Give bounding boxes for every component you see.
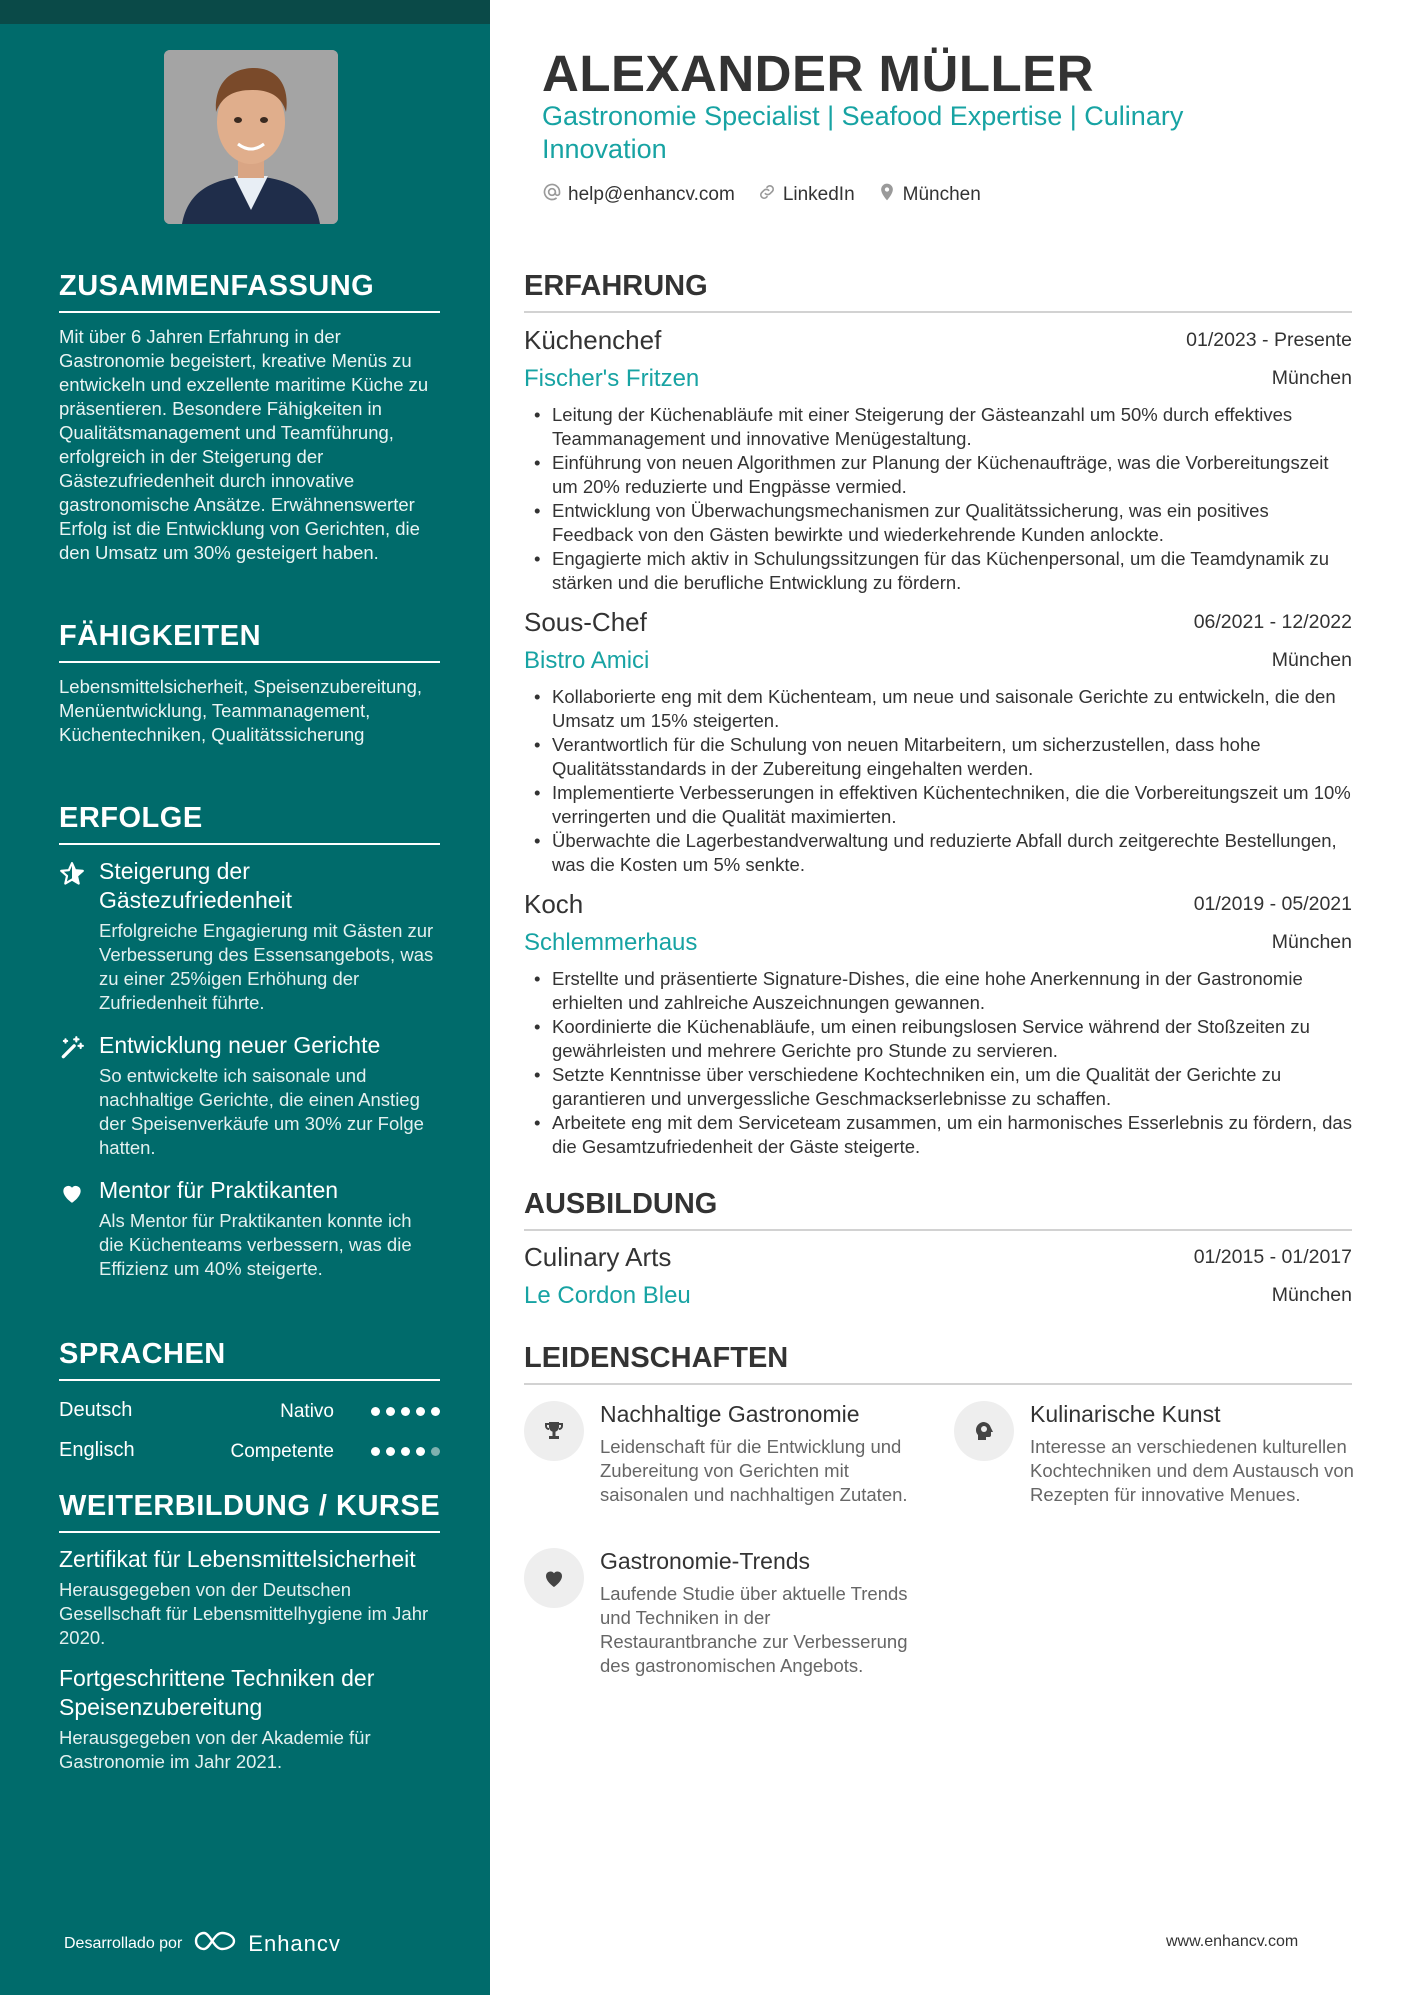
job-company: Bistro Amici	[524, 647, 650, 674]
rating-dot	[386, 1407, 395, 1416]
job-bullet: • Leitung der Küchenabläufe mit einer Steigerung der Gästeanzahl um 50% durch effektives Teammanagement und innovative Menügestaltung.	[524, 403, 1352, 451]
job-date: 06/2021 - 12/2022	[1193, 611, 1352, 633]
job-bullet: • Erstellte und präsentierte Signature-Dishes, die eine hohe Anerkennung in der Gastronomie erhielten und zahlreiche Auszeichnungen gewannen.	[524, 967, 1352, 1015]
job-date: 01/2023 - Presente	[1186, 329, 1352, 351]
passion-desc: Laufende Studie über aktuelle Trends und Techniken in der Restaurantbranche zur Verbesserung des gastronomischen Angebots.	[600, 1583, 908, 1676]
summary-text: Mit über 6 Jahren Erfahrung in der Gastronomie begeistert, kreative Menüs zu entwickeln und exzellente maritime Küche zu präsentieren. Besondere Fähigkeiten in Qualitätsmanagement und Teamführung, erfolgreich in der Steigerung der Gästezufriedenheit durch innovative gastronomische Ansätze. Erwähnenswerter Erfolg ist die Entwicklung von Gerichten, die den Umsatz um 30% gesteigert haben.	[59, 326, 429, 563]
job-location: München	[1271, 931, 1352, 953]
skills-heading: FÄHIGKEITEN	[59, 620, 440, 663]
job-company-row	[524, 929, 1352, 969]
skills-text: Lebensmittelsicherheit, Speisenzubereitung, Menüentwicklung, Teammanagement, Küchentechniken, Qualitätssicherung	[59, 676, 423, 745]
job-entry	[524, 889, 1352, 1159]
job-title: Sous-Chef	[524, 607, 647, 637]
rating-dot	[416, 1447, 425, 1456]
language-rating	[371, 1407, 440, 1416]
job-bullets	[524, 685, 1352, 877]
course-title: Fortgeschrittene Techniken der Speisenzubereitung	[59, 1665, 375, 1720]
job-bullets	[524, 967, 1352, 1159]
passion-title: Kulinarische Kunst	[1030, 1401, 1221, 1427]
linkedin-text: LinkedIn	[782, 184, 855, 205]
heart-icon	[524, 1548, 584, 1608]
education-degree-row	[524, 1242, 1352, 1282]
job-location: München	[1271, 649, 1352, 671]
passions-heading: LEIDENSCHAFTEN	[524, 1342, 1352, 1385]
education-date: 01/2015 - 01/2017	[1193, 1246, 1352, 1268]
head-brain-icon	[954, 1401, 1014, 1461]
skills-section	[59, 620, 440, 747]
job-bullet: • Koordinierte die Küchenabläufe, um einen reibungslosen Service während der Stoßzeiten zu gewährleisten und mehrere Gerichte pro Stunde zu servieren.	[524, 1015, 1352, 1063]
sidebar-top-bar	[0, 0, 490, 24]
achievement-desc: So entwickelte ich saisonale und nachhaltige Gerichte, die einen Anstieg der Speisenverkäufe um 30% zur Folge hatten.	[99, 1065, 424, 1158]
location-text: München	[902, 184, 981, 205]
brand-name: Enhancv	[248, 1930, 341, 1956]
job-title-row	[524, 607, 1352, 647]
job-bullet: • Engagierte mich aktiv in Schulungssitzungen für das Küchenpersonal, um die Teamdynamik zu stärken und die berufliche Entwicklung zu fördern.	[524, 547, 1352, 595]
language-rating	[371, 1447, 440, 1456]
rating-dot	[386, 1447, 395, 1456]
achievement-desc: Als Mentor für Praktikanten konnte ich die Küchenteams verbessern, was die Effizienz um 40% steigerte.	[99, 1210, 412, 1279]
contact-bar	[542, 182, 981, 208]
passion-desc: Leidenschaft für die Entwicklung und Zubereitung von Gerichten mit saisonalen und nachhaltigen Zutaten.	[600, 1436, 908, 1505]
language-level: Nativo	[280, 1401, 334, 1422]
experience-heading: ERFAHRUNG	[524, 270, 1352, 313]
education-heading: AUSBILDUNG	[524, 1188, 1352, 1231]
job-company: Schlemmerhaus	[524, 929, 698, 956]
contact-location	[877, 182, 981, 208]
email-text: help@enhancv.com	[568, 184, 735, 205]
languages-section	[59, 1338, 440, 1473]
job-bullets	[524, 403, 1352, 595]
course-title: Zertifikat für Lebensmittelsicherheit	[59, 1546, 416, 1572]
rating-dot	[371, 1407, 380, 1416]
job-date: 01/2019 - 05/2021	[1193, 893, 1352, 915]
powered-by-label: Desarrollado por	[64, 1934, 183, 1952]
summary-heading: ZUSAMMENFASSUNG	[59, 270, 440, 313]
language-name: Englisch	[59, 1439, 135, 1461]
achievements-section	[59, 802, 440, 1297]
achievement-item	[59, 857, 440, 1015]
achievements-heading: ERFOLGE	[59, 802, 440, 845]
job-location: München	[1271, 367, 1352, 389]
education-school: Le Cordon Bleu	[524, 1282, 691, 1309]
rating-dot	[371, 1447, 380, 1456]
education-school-row	[524, 1282, 1352, 1322]
passion-desc: Interesse an verschiedenen kulturellen Kochtechniken und dem Austausch von Rezepten für innovative Menues.	[1030, 1436, 1354, 1505]
job-entry	[524, 607, 1352, 877]
languages-heading: SPRACHEN	[59, 1338, 440, 1381]
contact-email[interactable]	[542, 182, 735, 208]
education-degree: Culinary Arts	[524, 1242, 672, 1272]
job-title-row	[524, 889, 1352, 929]
education-location: München	[1271, 1284, 1352, 1306]
job-bullet: • Setzte Kenntnisse über verschiedene Kochtechniken ein, um die Qualität der Gerichte zu garantieren und unvergessliche Geschmackserlebnisse zu schaffen.	[524, 1063, 1352, 1111]
achievement-title: Entwicklung neuer Gerichte	[99, 1032, 381, 1058]
job-title: Koch	[524, 889, 584, 919]
enhancv-logo-icon	[192, 1929, 238, 1958]
location-pin-icon	[877, 182, 897, 208]
job-bullet: • Implementierte Verbesserungen in effektiven Küchentechniken, die die Vorbereitungszeit um 10% verringerten und die Qualität maximierten.	[524, 781, 1352, 829]
rating-dot	[431, 1447, 440, 1456]
job-company-row	[524, 647, 1352, 687]
achievement-title: Steigerung der Gästezufriedenheit	[99, 858, 293, 913]
powered-by	[64, 1929, 341, 1958]
achievement-desc: Erfolgreiche Engagierung mit Gästen zur Verbesserung des Essensangebots, was zu einer 25%igen Erhöhung der Zufriedenheit führte.	[99, 920, 434, 1013]
profile-photo	[164, 50, 338, 224]
course-desc: Herausgegeben von der Deutschen Gesellschaft für Lebensmittelhygiene im Jahr 2020.	[59, 1579, 429, 1648]
candidate-name: ALEXANDER MÜLLER	[542, 45, 1094, 102]
courses-section	[59, 1490, 440, 1788]
link-icon	[757, 182, 777, 208]
passion-title: Nachhaltige Gastronomie	[600, 1401, 860, 1427]
star-icon	[59, 861, 85, 887]
job-title-row	[524, 325, 1352, 365]
course-desc: Herausgegeben von der Akademie für Gastronomie im Jahr 2021.	[59, 1727, 371, 1772]
achievement-item	[59, 1031, 440, 1160]
job-title: Küchenchef	[524, 325, 662, 355]
website-link[interactable]: www.enhancv.com	[1166, 1933, 1299, 1950]
rating-dot	[431, 1407, 440, 1416]
heart-icon	[59, 1180, 85, 1206]
job-bullet: • Einführung von neuen Algorithmen zur Planung der Küchenaufträge, was die Vorbereitungszeit um 20% reduzierte und Engpässe vermied.	[524, 451, 1352, 499]
job-bullet: • Arbeitete eng mit dem Serviceteam zusammen, um ein harmonisches Esserlebnis zu fördern, das die Gesamtzufriedenheit der Gäste steigerte.	[524, 1111, 1352, 1159]
education-entry	[524, 1242, 1352, 1322]
job-bullet: • Überwachte die Lagerbestandverwaltung und reduzierte Abfall durch zeitgerechte Bestellungen, was die Kosten um 5% senkte.	[524, 829, 1352, 877]
language-level: Competente	[230, 1441, 334, 1462]
tagline: Gastronomie Specialist | Seafood Expertise | Culinary Innovation	[542, 101, 1184, 164]
job-company-row	[524, 365, 1352, 405]
job-bullet: • Kollaborierte eng mit dem Küchenteam, um neue und saisonale Gerichte zu entwickeln, die den Umsatz um 15% steigerten.	[524, 685, 1352, 733]
magic-wand-icon	[59, 1035, 85, 1061]
summary-section	[59, 270, 440, 565]
rating-dot	[401, 1447, 410, 1456]
sidebar	[0, 0, 490, 1995]
language-row	[59, 1433, 440, 1473]
job-company: Fischer's Fritzen	[524, 365, 700, 392]
trophy-icon	[524, 1401, 584, 1461]
rating-dot	[416, 1407, 425, 1416]
passion-title: Gastronomie-Trends	[600, 1548, 811, 1574]
rating-dot	[401, 1407, 410, 1416]
job-bullet: • Verantwortlich für die Schulung von neuen Mitarbeitern, um sicherzustellen, dass hohe Qualitätsstandards in der Zubereitung eingehalten werden.	[524, 733, 1352, 781]
contact-linkedin[interactable]	[757, 182, 855, 208]
job-entry	[524, 325, 1352, 595]
courses-heading: WEITERBILDUNG / KURSE	[59, 1490, 440, 1533]
achievement-title: Mentor für Praktikanten	[99, 1177, 339, 1203]
achievement-item	[59, 1176, 440, 1281]
at-sign-icon	[542, 182, 562, 208]
job-bullet: • Entwicklung von Überwachungsmechanismen zur Qualitätssicherung, was ein positives Feedback von den Gästen bewirkte und wiederkehrende Kunden anlockte.	[524, 499, 1352, 547]
language-row	[59, 1393, 440, 1433]
language-name: Deutsch	[59, 1399, 133, 1421]
